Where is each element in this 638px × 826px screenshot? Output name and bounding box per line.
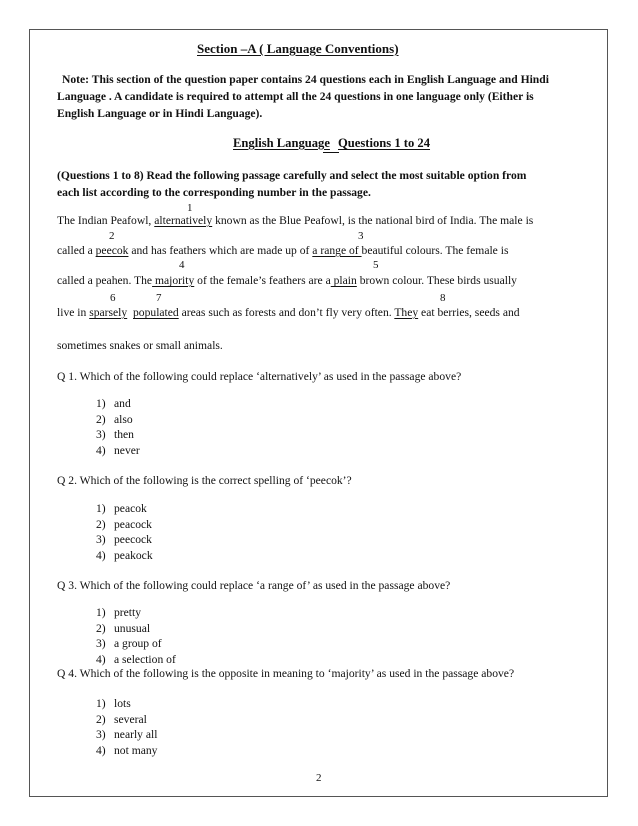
question-4-option-3[interactable]: 3) nearly all <box>96 728 158 741</box>
subheading-questions: Questions 1 to 24 <box>338 136 431 150</box>
passage-marker-8: 8 <box>440 292 446 304</box>
passage-line-5: sometimes snakes or small animals. <box>57 339 223 352</box>
passage-marker-4: 4 <box>179 259 185 271</box>
subheading-gap-underline <box>323 152 339 153</box>
passage-marker-5: 5 <box>373 259 379 271</box>
instructions-line-1: (Questions 1 to 8) Read the following passage carefully and select the most suitable option from <box>57 169 527 182</box>
question-3-text: Q 3. Which of the following could replace ‘a range of’ as used in the passage above? <box>57 579 451 592</box>
passage-target-sparsely: sparsely <box>89 306 128 319</box>
question-1-option-4[interactable]: 4) never <box>96 443 140 457</box>
passage-target-populated: populated <box>133 306 179 319</box>
question-1-text: Q 1. Which of the following could replace ‘alternatively’ as used in the passage above? <box>57 370 462 383</box>
question-1-option-1[interactable]: 1) and <box>96 397 131 410</box>
passage-target-they: They <box>394 306 419 319</box>
passage-marker-7: 7 <box>156 292 162 304</box>
question-2-option-1[interactable]: 1) peacok <box>96 502 147 515</box>
question-3-option-2[interactable]: 2) unusual <box>96 621 151 635</box>
question-1-options <box>96 396 140 458</box>
passage-marker-3: 3 <box>358 230 364 242</box>
question-4-text: Q 4. Which of the following is the opposite in meaning to ‘majority’ as used in the passage above? <box>57 667 515 680</box>
passage-target-range-of: a range of <box>312 244 362 257</box>
question-4-option-1[interactable]: 1) lots <box>96 697 131 710</box>
note-line-2: Language . A candidate is required to attempt all the 24 questions in one language only (Either is <box>57 90 534 103</box>
question-3-option-4[interactable]: 4) a selection of <box>96 652 176 666</box>
passage-target-peecok: peecok <box>95 244 129 257</box>
note-line-1: Note: This section of the question paper contains 24 questions each in English Language and Hindi <box>62 73 549 86</box>
question-2-text: Q 2. Which of the following is the correct spelling of ‘peecok’? <box>57 474 352 487</box>
passage-line-1: The Indian Peafowl, alternatively known as the Blue Peafowl, is the national bird of India. The male is <box>57 214 534 227</box>
question-3-option-3[interactable]: 3) a group of <box>96 637 162 650</box>
passage-marker-1: 1 <box>187 202 193 214</box>
passage-line-2: called a peecok and has feathers which are made up of a range of beautiful colours. The female is <box>57 244 509 257</box>
question-2-option-2[interactable]: 2) peacock <box>96 517 152 531</box>
question-3-option-1[interactable]: 1) pretty <box>96 606 142 619</box>
passage-marker-6: 6 <box>110 292 116 304</box>
question-4-options <box>96 696 157 758</box>
subheading-language: English Language <box>233 136 330 150</box>
page-number: 2 <box>316 772 322 784</box>
question-4-option-2[interactable]: 2) several <box>96 712 147 726</box>
passage-target-plain: plain <box>330 274 357 287</box>
passage-target-majority: majority <box>152 274 195 287</box>
question-3-options <box>96 605 176 667</box>
question-2-option-4[interactable]: 4) peakock <box>96 548 153 562</box>
question-2-options <box>96 501 153 563</box>
note-line-3: English Language or in Hindi Language). <box>57 107 263 120</box>
question-1-option-2[interactable]: 2) also <box>96 412 133 426</box>
passage-line-3: called a peahen. The majority of the female’s feathers are a plain brown colour. These birds usually <box>57 274 517 287</box>
question-2-option-3[interactable]: 3) peecock <box>96 533 152 546</box>
question-4-option-4[interactable]: 4) not many <box>96 743 158 757</box>
instructions-line-2: each list according to the corresponding number in the passage. <box>57 186 371 199</box>
section-title: Section –A ( Language Conventions) <box>197 41 399 56</box>
passage-marker-2: 2 <box>109 230 115 242</box>
passage-target-alternatively: alternatively <box>154 214 213 227</box>
passage-line-4: live in sparsely populated areas such as forests and don’t fly very often. They eat berries, seeds and <box>57 306 520 319</box>
question-1-option-3[interactable]: 3) then <box>96 428 134 441</box>
